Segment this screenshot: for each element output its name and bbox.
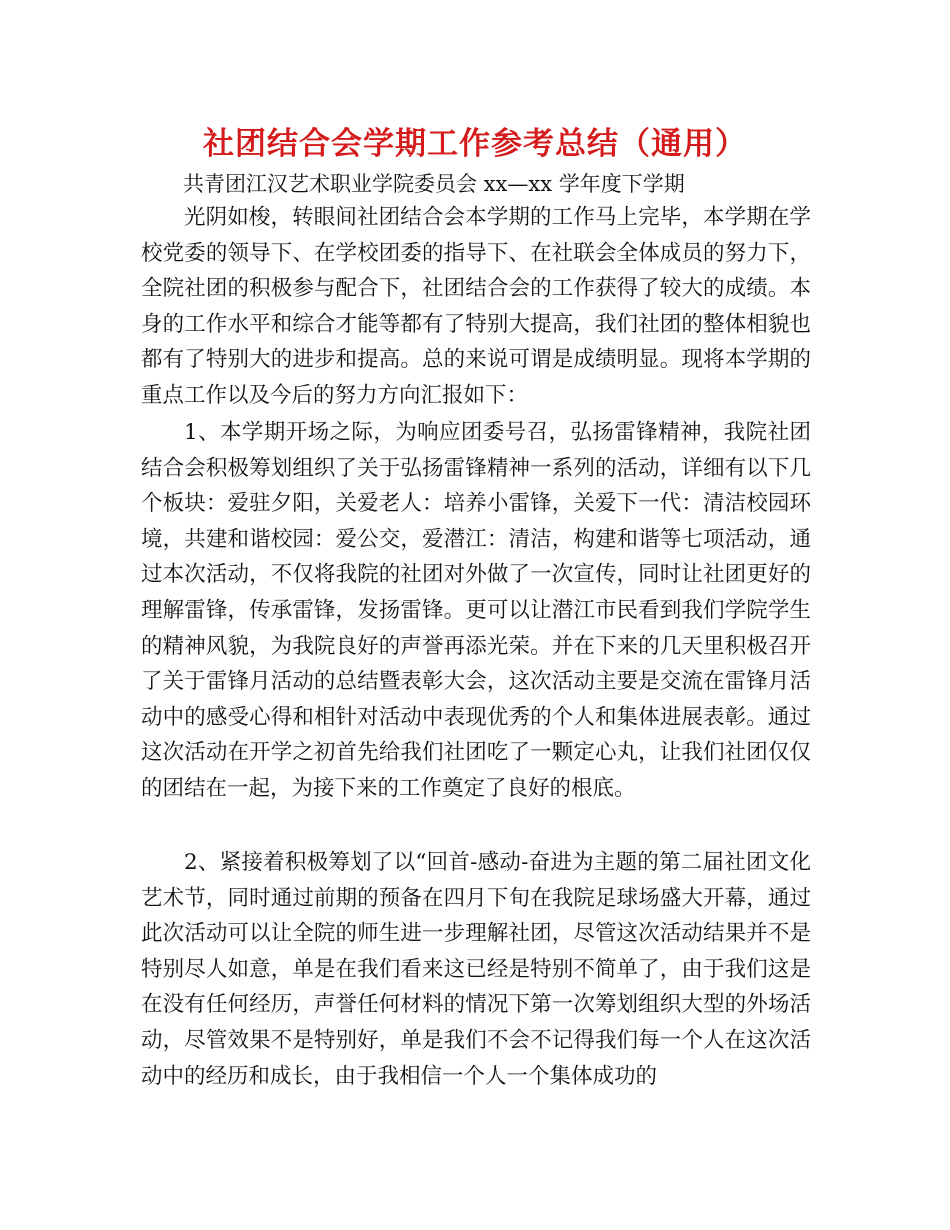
paragraph-item-1 <box>141 415 811 807</box>
paragraph-text: 2、紧接着积极筹划了以“回首-感动-奋进为主题的第二届社团文化艺术节，同时通过前期的预备在四月下旬在我院足球场盛大开幕，通过此次活动可以让全院的师生进一步理解社团，尽管这次活动结果并不是特别尽人如意，单是在我们看来这已经是特别不简单了，由于我们这是在没有任何经历，声誉任何材料的情况下第一次筹划组织大型的外场活动，尽管效果不是特别好，单是我们不会不记得我们每一个人在这次活动中的经历和成长，由于我相信一个人一个集体成功的 <box>141 850 811 1089</box>
paragraph-item-2 <box>141 845 811 1094</box>
paragraph-text: 光阴如梭，转眼间社团结合会本学期的工作马上完毕，本学期在学校党委的领导下、在学校团委的指导下、在社联会全体成员的努力下，全院社团的积极参与配合下，社团结合会的工作获得了较大的成绩。本身的工作水平和综合才能等都有了特别大提高，我们社团的整体相貌也都有了特别大的进步和提高。总的来说可谓是成绩明显。现将本学期的重点工作以及今后的努力方向汇报如下： <box>141 205 811 408</box>
document-subtitle: 共青团江汉艺术职业学院委员会 xx—xx 学年度下学期 <box>183 172 685 196</box>
paragraph-text: 1、本学期开场之际，为响应团委号召，弘扬雷锋精神，我院社团结合会积极筹划组织了关于弘扬雷锋精神一系列的活动，详细有以下几个板块：爱驻夕阳，关爱老人：培养小雷锋，关爱下一代：清洁校园环境，共建和谐校园：爱公交，爱潜江：清洁，构建和谐等七项活动，通过本次活动，不仅将我院的社团对外做了一次宣传，同时让社团更好的理解雷锋，传承雷锋，发扬雷锋。更可以让潜江市民看到我们学院学生的精神风貌，为我院良好的声誉再添光荣。并在下来的几天里积极召开了关于雷锋月活动的总结暨表彰大会，这次活动主要是交流在雷锋月活动中的感受心得和相针对活动中表现优秀的个人和集体进展表彰。通过这次活动在开学之初首先给我们社团吃了一颗定心丸，让我们社团仅仅的团结在一起，为接下来的工作奠定了良好的根底。 <box>141 420 811 801</box>
document-title: 社团结合会学期工作参考总结（通用） <box>203 126 747 162</box>
paragraph-intro <box>141 200 811 414</box>
